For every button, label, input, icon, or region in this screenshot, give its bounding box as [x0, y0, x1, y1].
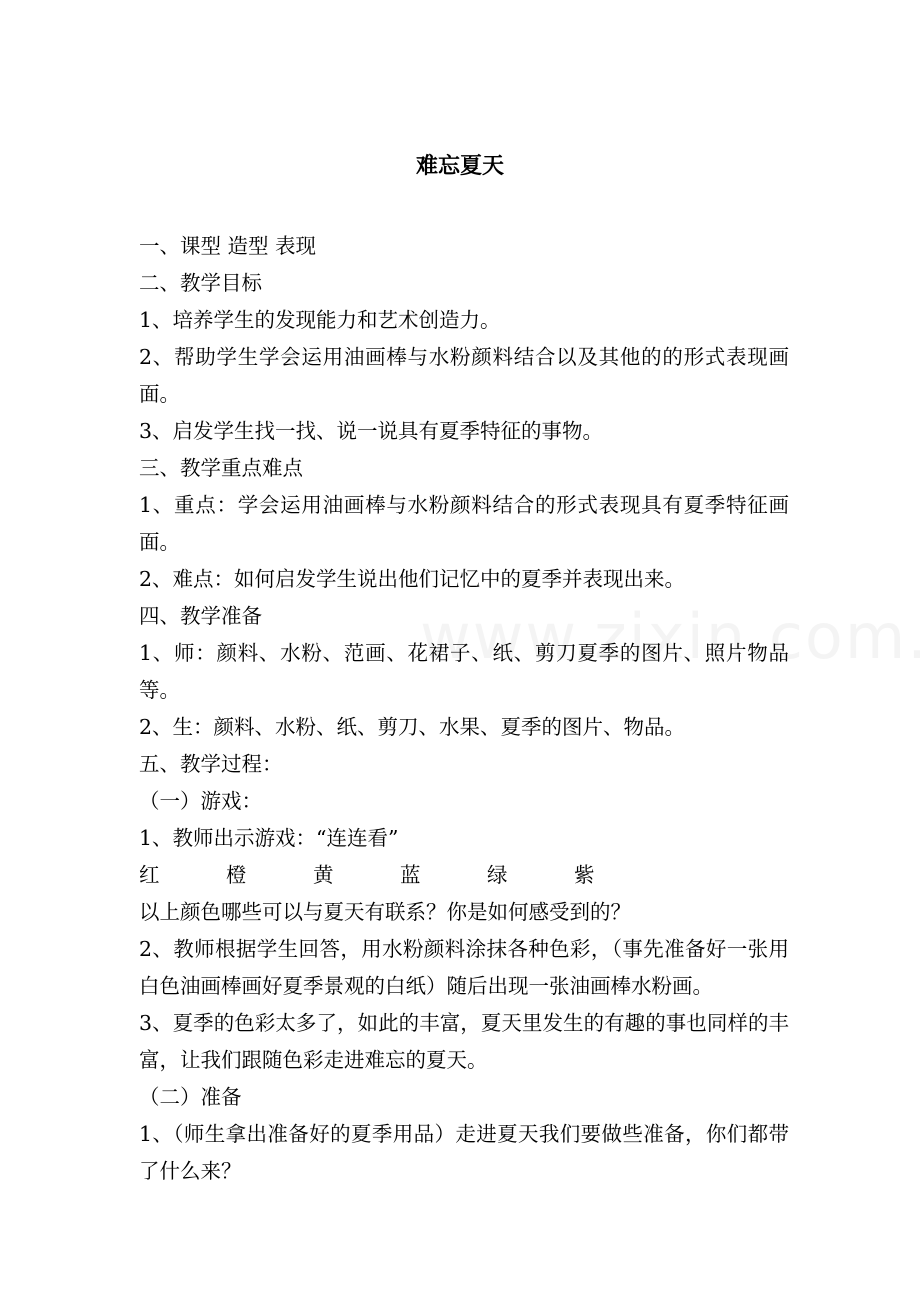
- section-heading-process: 五、教学过程：: [139, 752, 283, 776]
- color-orange: 橙: [226, 863, 247, 887]
- color-list: [139, 857, 789, 894]
- color-blue: 蓝: [400, 863, 421, 887]
- document-title: 难忘夏天: [415, 154, 504, 179]
- preparation-student: 2、生：颜料、水粉、纸、剪刀、水果、夏季的图片、物品。: [139, 715, 686, 739]
- key-point-2: 2、难点：如何启发学生说出他们记忆中的夏季并表现出来。: [139, 567, 686, 591]
- color-green: 绿: [487, 863, 508, 887]
- section-heading-preparation: 四、教学准备: [139, 604, 262, 628]
- game-step-1: 1、教师出示游戏：“连连看”: [139, 826, 399, 850]
- goal-item-2: 2、帮助学生学会运用油画棒与水粉颜料结合以及其他的的形式表现画面。: [139, 345, 789, 406]
- preparation-teacher: 1、师：颜料、水粉、范画、花裙子、纸、剪刀夏季的图片、照片物品等。: [139, 641, 789, 702]
- subsection-game: （一）游戏：: [139, 789, 262, 813]
- goal-item-1: 1、培养学生的发现能力和艺术创造力。: [139, 308, 501, 332]
- game-step-3: 3、夏季的色彩太多了，如此的丰富，夏天里发生的有趣的事也同样的丰富，让我们跟随色彩走进难忘的夏天。: [139, 1011, 789, 1072]
- subsection-preparation: （二）准备: [139, 1085, 242, 1109]
- section-heading-goals: 二、教学目标: [139, 271, 262, 295]
- color-yellow: 黄: [313, 863, 334, 887]
- key-point-1: 1、重点：学会运用油画棒与水粉颜料结合的形式表现具有夏季特征画面。: [139, 493, 789, 554]
- color-question: 以上颜色哪些可以与夏天有联系？你是如何感受到的？: [139, 900, 631, 924]
- section-heading-key-points: 三、教学重点难点: [139, 456, 303, 480]
- game-step-2: 2、教师根据学生回答，用水粉颜料涂抹各种色彩，（事先准备好一张用白色油画棒画好夏季景观的白纸）随后出现一张油画棒水粉画。: [139, 937, 789, 998]
- goal-item-3: 3、启发学生找一找、说一说具有夏季特征的事物。: [139, 419, 604, 443]
- document-body: [139, 228, 789, 1190]
- preparation-step-1: 1、（师生拿出准备好的夏季用品）走进夏天我们要做些准备，你们都带了什么来？: [139, 1122, 789, 1183]
- color-purple: 紫: [574, 863, 595, 887]
- color-red: 红: [139, 863, 160, 887]
- section-course-type: 一、课型 造型 表现: [139, 234, 317, 258]
